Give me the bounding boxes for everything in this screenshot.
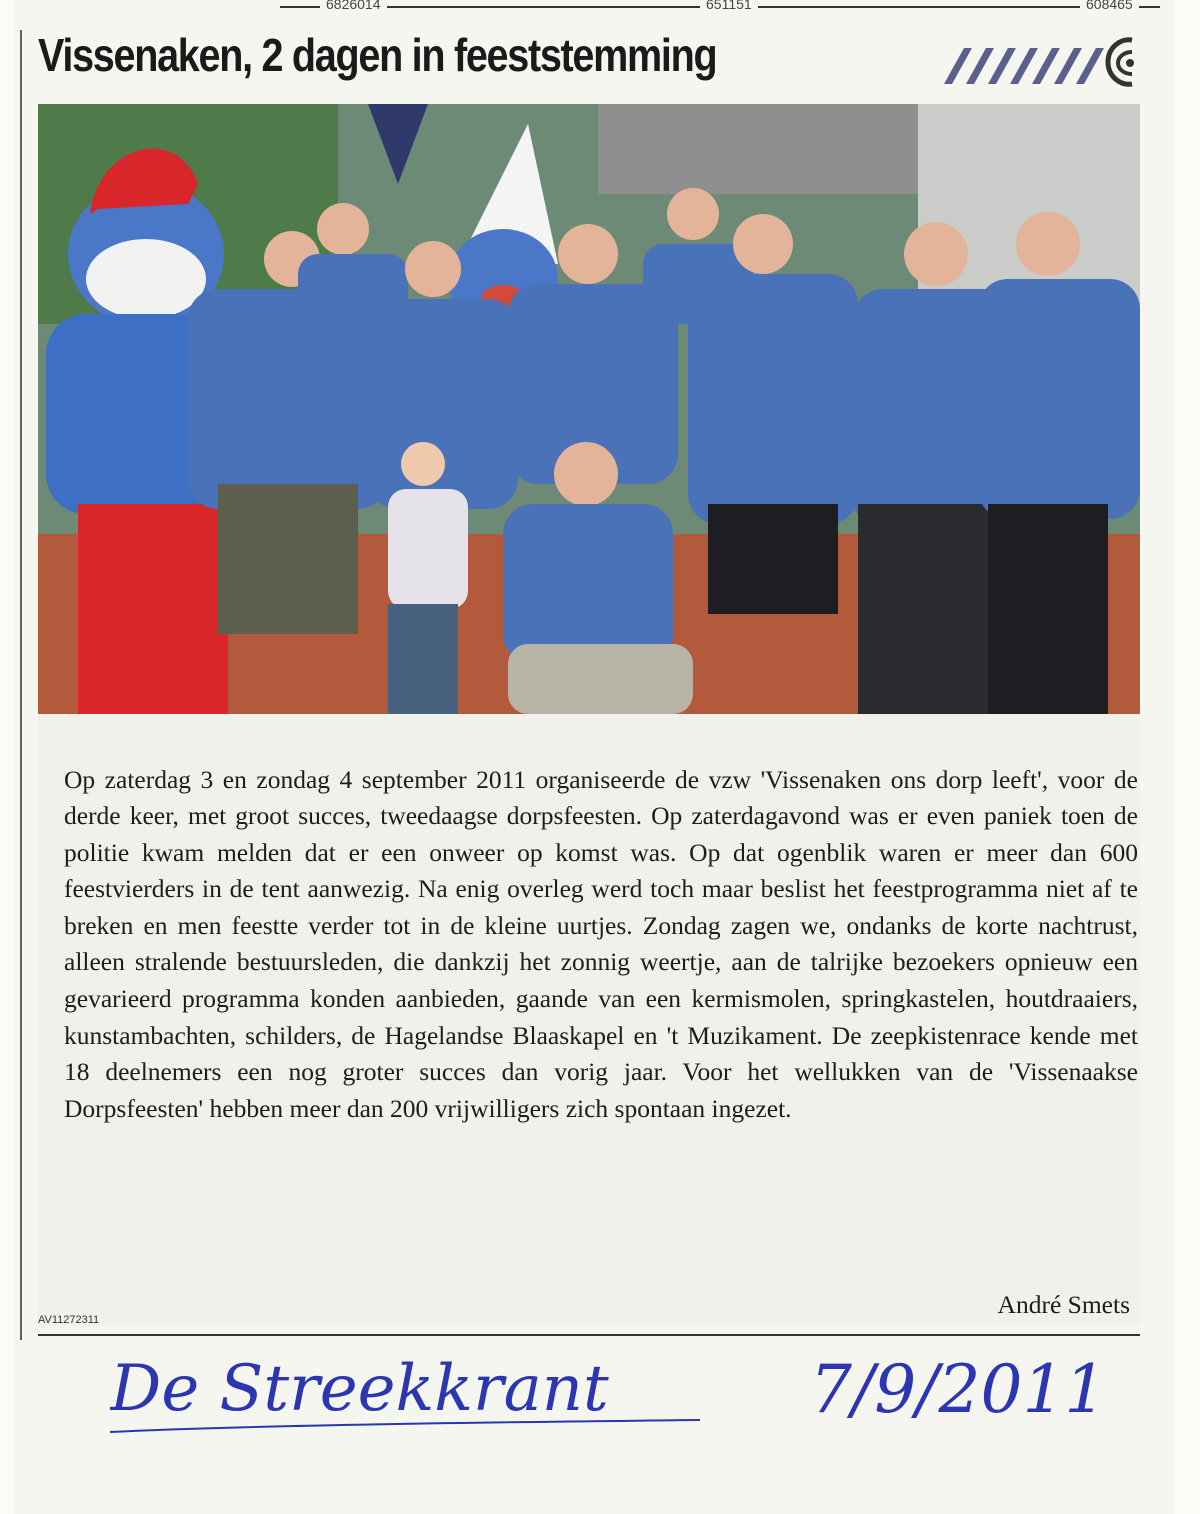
bottom-rule xyxy=(38,1334,1140,1336)
tent-roof xyxy=(598,104,918,194)
clipping-code-2: 651151 xyxy=(700,0,758,12)
clipping-code-1: 6826014 xyxy=(320,0,387,12)
handwritten-date: 7/9/2011 xyxy=(810,1351,1107,1428)
headline-row xyxy=(38,28,1138,96)
clipping-left-border xyxy=(20,30,22,1340)
clipping-top-strip xyxy=(280,0,1160,14)
article-body: Op zaterdag 3 en zondag 4 september 2011 organiseerde de vzw 'Vissenaken ons dorp leeft', voor de derde keer, met groot succes, tweedaagse dorpsfeesten. Op zaterdagavond was er even paniek toen de politie kwam melden dat er een onweer op komst was. Op dat ogenblik waren er meer dan 600 feestvierders in de tent aanwezig. Na enig overleg werd toch maar beslist het feestprogramma niet af te breken en men feestte verder tot in de kleine uurtjes. Zondag zagen we, ondanks de korte nachtrust, alleen stralende bestuursleden, die dankzij het zonnig weertje, aan de talrijke bezoekers opnieuw een gevarieerd programma konden aanbieden, gaande van een kermismolen, springkastelen, houtdraaiers, kunstambachten, schilders, de Hagelandse Blaaskapel en 't Muzikament. De zeepkistenrace kende met 18 deelnemers een nog groter succes dan vorig jaar. Voor het wellukken van de 'Vissenaakse Dorpsfeesten' hebben meer dan 200 vrijwilligers zich spontaan ingezet. xyxy=(64,764,1138,1123)
handwritten-note xyxy=(110,1340,1130,1440)
article-headline: Vissenaken, 2 dagen in feeststemming xyxy=(38,29,717,81)
group-photo xyxy=(38,104,1140,714)
article-box xyxy=(38,714,1140,1326)
clipping-code-3: 608465 xyxy=(1080,0,1139,12)
article-reference-code: AV11272311 xyxy=(38,1314,100,1326)
newspaper-logo-icon xyxy=(1102,34,1146,90)
article-byline: André Smets xyxy=(997,1290,1130,1319)
group-photo-image xyxy=(38,104,1140,714)
decorative-stripes-icon xyxy=(932,46,1122,86)
handwritten-source: De Streekkrant xyxy=(110,1352,609,1426)
